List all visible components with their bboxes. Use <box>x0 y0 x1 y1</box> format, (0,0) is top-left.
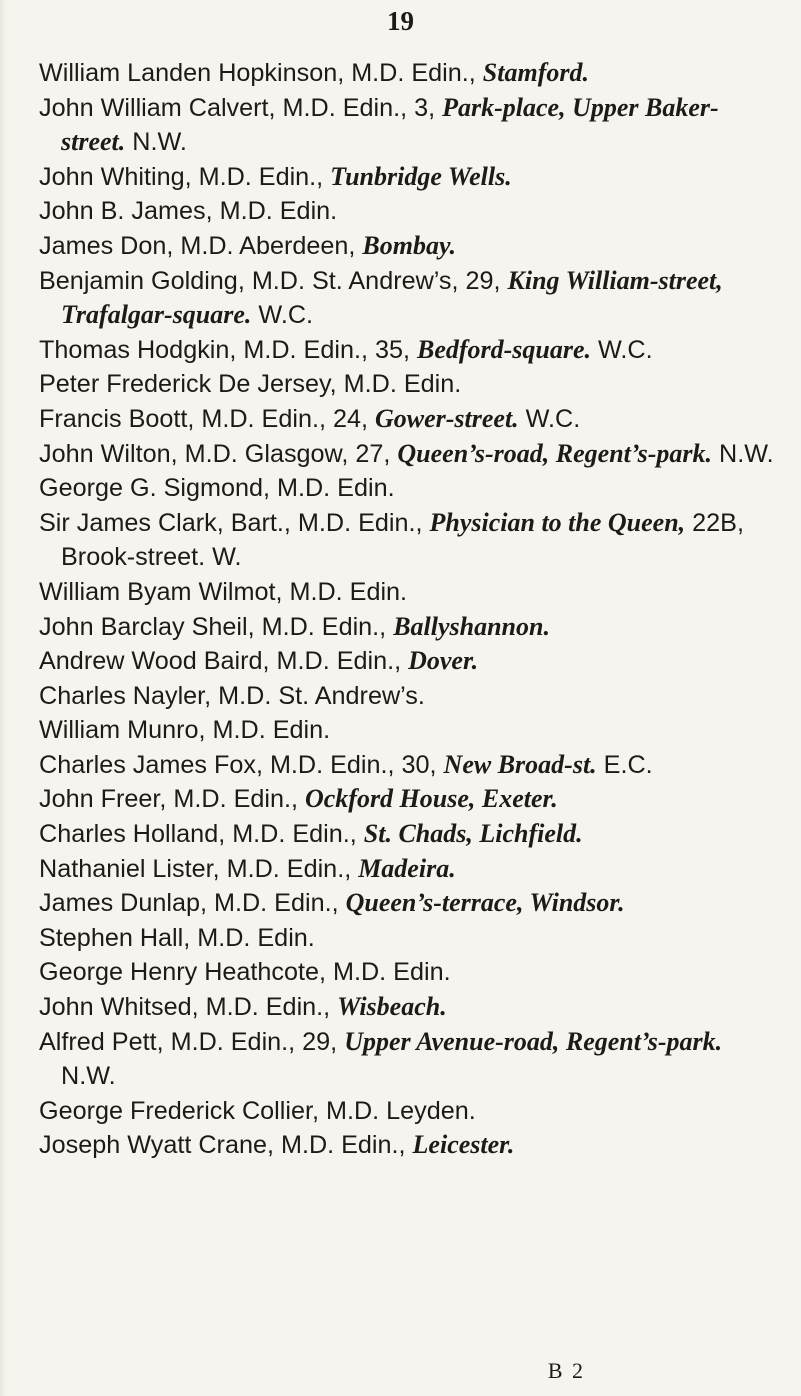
list-item <box>39 264 779 333</box>
member-name: William Byam Wilmot, M.D. Edin. <box>39 577 408 606</box>
member-name: John Whiting, M.D. Edin., <box>39 162 331 191</box>
list-item <box>39 679 779 714</box>
member-location: Ockford House, Exeter. <box>304 784 558 814</box>
list-item <box>39 610 779 645</box>
member-location: Park-place, Upper Baker-street. <box>61 92 719 157</box>
list-item <box>39 56 779 91</box>
list-item <box>39 886 779 921</box>
member-district: W.C. <box>591 335 653 364</box>
member-name: Nathaniel Lister, M.D. Edin., <box>39 854 359 883</box>
member-name: Charles James Fox, M.D. Edin., 30, <box>39 750 444 779</box>
list-item <box>39 713 779 748</box>
member-district: E.C. <box>596 750 653 779</box>
member-name: George Henry Heathcote, M.D. Edin. <box>39 958 451 987</box>
member-location: Ballyshannon. <box>393 611 550 641</box>
list-item <box>39 471 779 506</box>
member-district: N.W. <box>125 128 187 157</box>
member-location: St. Chads, Lichfield. <box>363 819 583 849</box>
member-name: John William Calvert, M.D. Edin., 3, <box>39 93 443 122</box>
member-name: Charles Nayler, M.D. St. Andrew’s. <box>39 681 425 710</box>
list-item <box>39 644 779 679</box>
member-location: Upper Avenue-road, Regent’s-park. <box>344 1026 723 1056</box>
member-location: Tunbridge Wells. <box>330 161 512 191</box>
list-item <box>39 817 779 852</box>
member-name: James Dunlap, M.D. Edin., <box>39 889 346 918</box>
list-item <box>39 1025 779 1094</box>
member-name: Joseph Wyatt Crane, M.D. Edin., <box>39 1131 413 1160</box>
list-item <box>39 506 779 575</box>
member-location: Bedford-square. <box>416 334 592 364</box>
member-name: John B. James, M.D. Edin. <box>39 197 338 226</box>
member-name: Francis Boott, M.D. Edin., 24, <box>39 404 375 433</box>
member-district: N.W. <box>712 439 774 468</box>
member-location: Gower-street. <box>374 403 519 433</box>
member-name: George G. Sigmond, M.D. Edin. <box>39 474 395 503</box>
member-location: Physician to the Queen, <box>429 507 686 537</box>
member-name: Stephen Hall, M.D. Edin. <box>39 923 315 952</box>
member-name: George Frederick Collier, M.D. Leyden. <box>39 1096 476 1125</box>
member-name: John Wilton, M.D. Glasgow, 27, <box>39 439 398 468</box>
list-item <box>39 367 779 402</box>
list-item <box>39 91 779 160</box>
list-item <box>39 1094 779 1129</box>
member-name: Peter Frederick De Jersey, M.D. Edin. <box>39 370 462 399</box>
list-item <box>39 160 779 195</box>
member-location: Queen’s-road, Regent’s-park. <box>397 438 713 468</box>
member-location: Queen’s-terrace, Windsor. <box>345 888 625 918</box>
list-item <box>39 852 779 887</box>
member-name: John Barclay Sheil, M.D. Edin., <box>39 612 394 641</box>
signature-mark: B 2 <box>547 1358 585 1383</box>
member-location: New Broad-st. <box>443 749 597 779</box>
member-name: William Munro, M.D. Edin. <box>39 716 331 745</box>
list-item <box>39 921 779 956</box>
members-list <box>39 56 779 1163</box>
list-item <box>39 990 779 1025</box>
member-location: Leicester. <box>412 1130 515 1160</box>
list-item <box>39 437 779 472</box>
list-item <box>39 782 779 817</box>
list-item <box>39 333 779 368</box>
member-district: N.W. <box>61 1062 116 1091</box>
list-item <box>39 402 779 437</box>
member-name: Thomas Hodgkin, M.D. Edin., 35, <box>39 335 417 364</box>
member-name: William Landen Hopkinson, M.D. Edin., <box>39 59 483 87</box>
member-name: James Don, M.D. Aberdeen, <box>39 231 363 260</box>
member-location: Stamford. <box>482 58 589 87</box>
member-location: Wisbeach. <box>337 992 447 1022</box>
member-district: W.C. <box>251 301 314 330</box>
page-edge-shadow <box>0 0 6 1396</box>
member-location: Bombay. <box>362 230 457 260</box>
list-item <box>39 748 779 783</box>
list-item <box>39 229 779 264</box>
member-name: John Whitsed, M.D. Edin., <box>39 993 338 1022</box>
list-item <box>39 575 779 610</box>
list-item <box>39 955 779 990</box>
member-name: Andrew Wood Baird, M.D. Edin., <box>39 647 409 676</box>
list-item <box>39 194 779 229</box>
member-location: King William-street, Trafalgar-square. <box>61 265 723 330</box>
member-location: Dover. <box>408 646 479 676</box>
member-district: W.C. <box>518 404 581 433</box>
member-location: Madeira. <box>358 853 456 883</box>
member-name: Benjamin Golding, M.D. St. Andrew’s, 29, <box>39 266 508 295</box>
member-district: 22B, Brook-street. W. <box>61 508 744 572</box>
list-item <box>39 1128 779 1163</box>
member-name: Sir James Clark, Bart., M.D. Edin., <box>39 508 430 537</box>
member-name: John Freer, M.D. Edin., <box>39 785 305 814</box>
page-number: 19 <box>387 6 414 36</box>
member-name: Alfred Pett, M.D. Edin., 29, <box>39 1027 345 1056</box>
member-name: Charles Holland, M.D. Edin., <box>39 820 364 849</box>
